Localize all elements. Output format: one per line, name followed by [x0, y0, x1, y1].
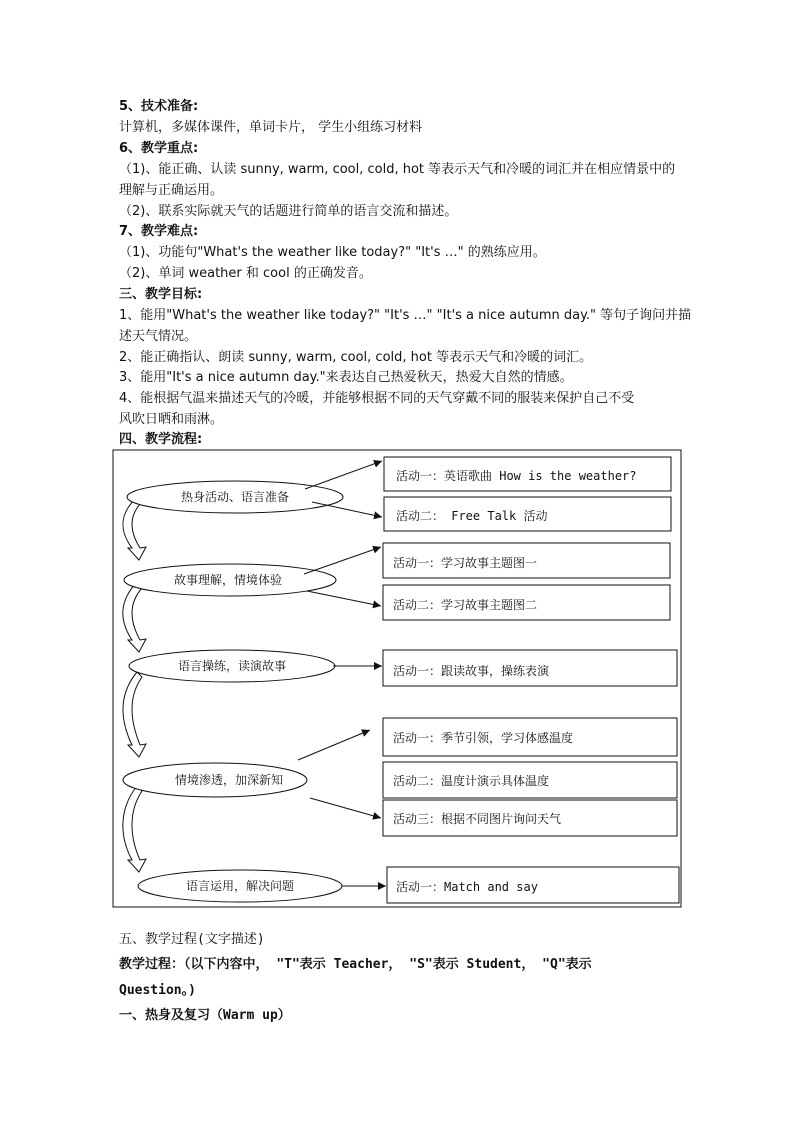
arrow-1 — [305, 461, 382, 489]
activity-label-2: 活动二： Free Talk 活动 — [396, 509, 548, 523]
tech-prep-content: 计算机，多媒体课件，单词卡片， 学生小组练习材料 — [119, 120, 423, 135]
process-intro-b: Question。) — [119, 983, 196, 998]
stage-label-1: 热身活动、语言准备 — [180, 490, 290, 504]
arrow-6 — [298, 730, 370, 760]
stage-label-4: 情境渗透，加深新知 — [174, 773, 284, 787]
arrow-3 — [304, 547, 381, 574]
difficulties-heading: 7、教学难点: — [119, 224, 199, 239]
objective-1a: 1、能用"What's the weather like today?" "It's …" "It's a nice autumn day." 等句子询问并描 — [119, 308, 692, 323]
activity-label-7: 活动二：温度计演示具体温度 — [393, 774, 550, 788]
key-point-1a: （1)、能正确、认读 sunny, warm, cool, cold, hot 等表示天气和冷暖的词汇并在相应情景中的 — [119, 162, 676, 177]
difficulty-2: （2)、单词 weather 和 cool 的正确发音。 — [119, 266, 372, 281]
process-intro-a: 教学过程：（以下内容中， "T"表示 Teacher， "S"表示 Student， "Q"表示 — [119, 957, 592, 972]
key-point-1b: 理解与正确运用。 — [119, 183, 224, 198]
key-points-heading: 6、教学重点: — [119, 141, 199, 156]
objective-4a: 4、能根据气温来描述天气的冷暖，并能够根据不同的天气穿戴不同的服装来保护自己不受 — [119, 391, 635, 406]
tech-prep-heading: 5、技术准备: — [119, 99, 199, 114]
arrow-4 — [307, 591, 381, 606]
activity-label-9: 活动一：Match and say — [396, 880, 538, 894]
flow-heading: 四、教学流程: — [119, 432, 203, 447]
arrow-2 — [312, 502, 382, 517]
activity-label-5: 活动一：跟读故事，操练表演 — [393, 664, 550, 678]
objectives-heading: 三、教学目标: — [119, 287, 203, 302]
activity-label-6: 活动一：季节引领，学习体感温度 — [393, 731, 574, 745]
objective-1b: 述天气情况。 — [119, 329, 198, 344]
stage-label-3: 语言操练，读演故事 — [177, 659, 287, 673]
warmup-heading: 一、热身及复习（Warm up） — [119, 1008, 291, 1023]
activity-label-8: 活动三：根据不同图片询问天气 — [393, 812, 562, 826]
key-point-2: （2)、联系实际就天气的话题进行简单的语言交流和描述。 — [119, 204, 458, 219]
connector-arrow-3 — [123, 672, 146, 757]
connector-arrow-1 — [123, 497, 146, 560]
arrow-7 — [310, 798, 381, 818]
connector-arrow-4 — [123, 786, 146, 872]
objective-4b: 风吹日晒和雨淋。 — [119, 412, 224, 427]
difficulty-1: （1)、功能句"What's the weather like today?" "It's …" 的熟练应用。 — [119, 245, 546, 260]
objective-3: 3、能用"It's a nice autumn day."来表达自己热爱秋天，热爱大自然的情感。 — [119, 370, 573, 385]
stage-label-2: 故事理解，情境体验 — [173, 573, 283, 587]
objective-2: 2、能正确指认、朗读 sunny, warm, cool, cold, hot 等表示天气和冷暖的词汇。 — [119, 350, 593, 365]
activity-label-3: 活动一：学习故事主题图一 — [393, 556, 538, 570]
connector-arrow-2 — [123, 582, 146, 652]
process-heading: 五、教学过程(文字描述) — [119, 932, 265, 947]
activity-label-1: 活动一：英语歌曲 How is the weather? — [396, 469, 637, 483]
activity-label-4: 活动二：学习故事主题图二 — [393, 598, 538, 612]
stage-label-5: 语言运用，解决问题 — [185, 879, 295, 893]
